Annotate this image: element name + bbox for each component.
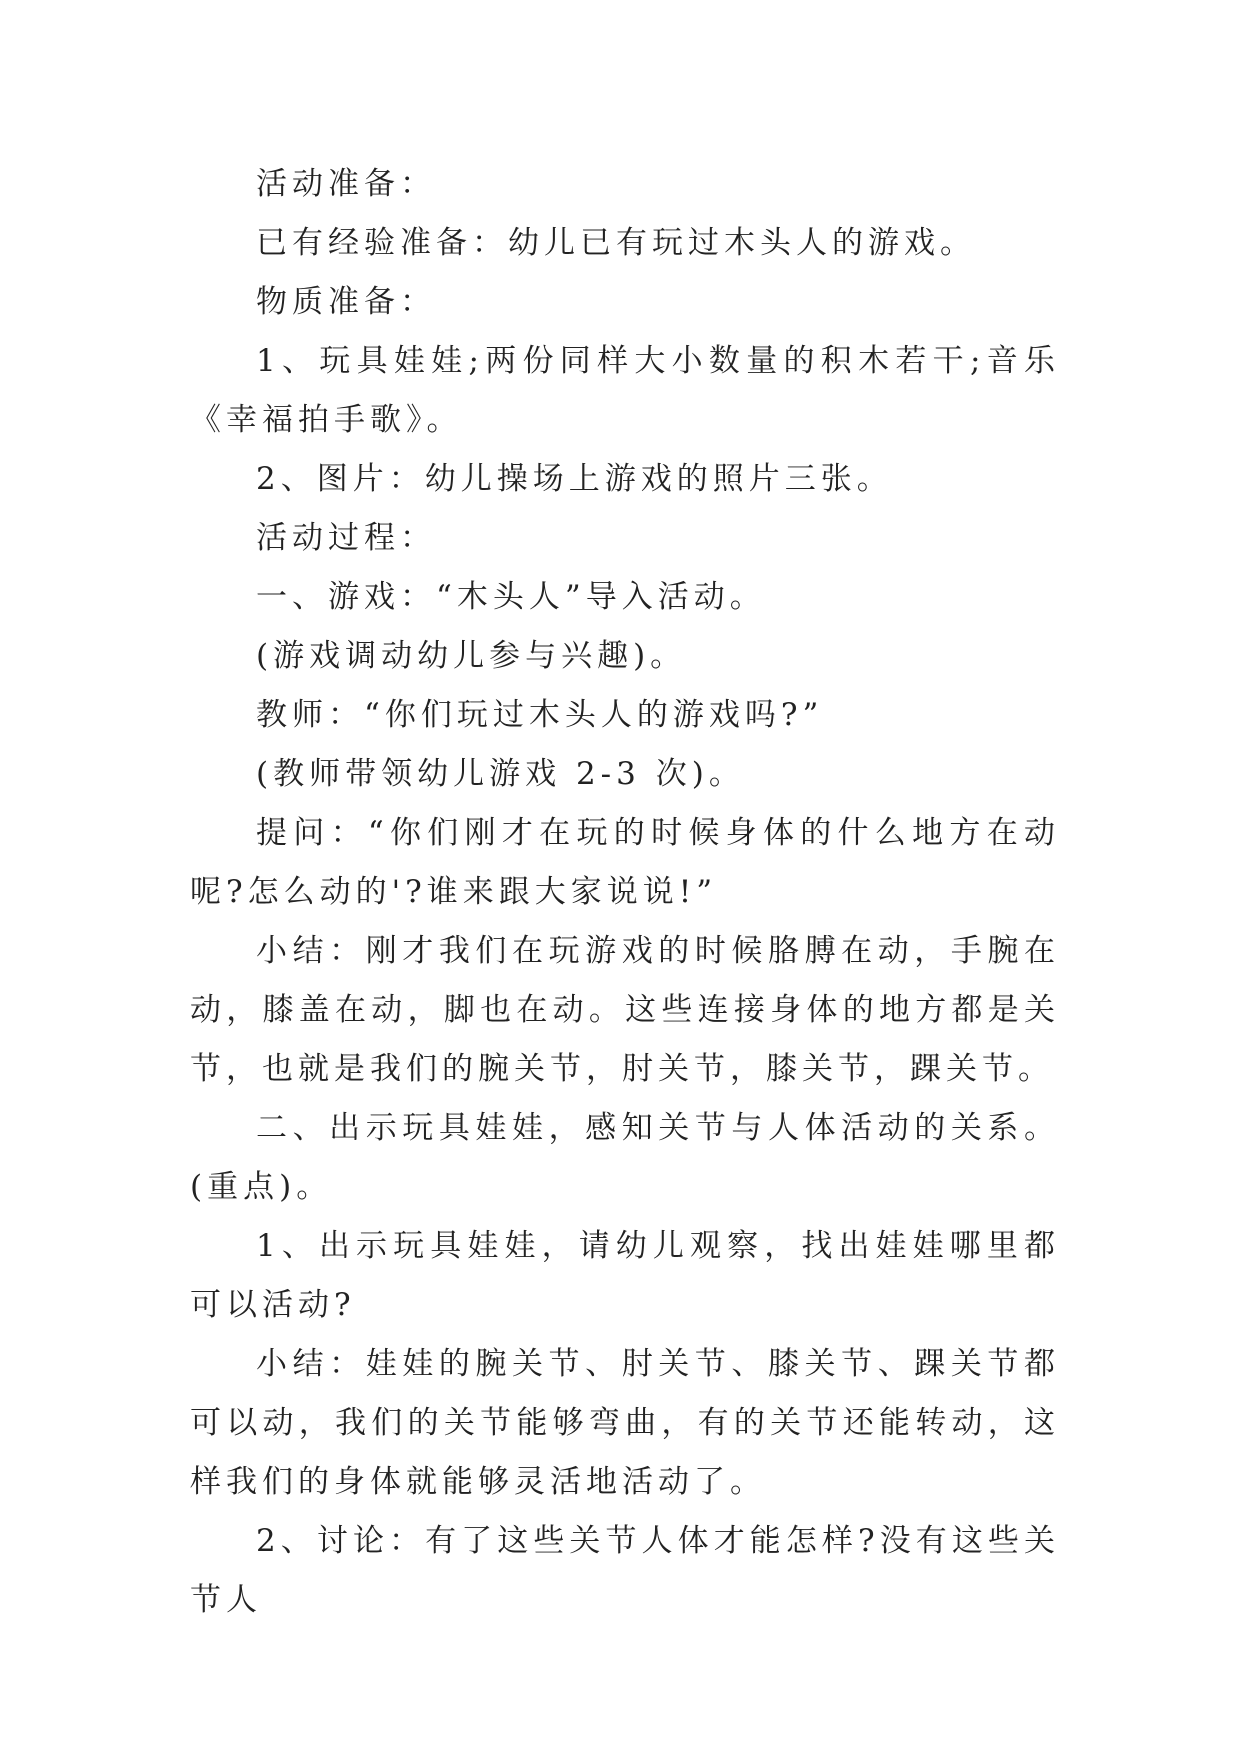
paragraph-material-item-2: 2、图片：幼儿操场上游戏的照片三张。 (256, 461, 893, 497)
paragraph-step-2-item-2: 2、讨论：有了这些关节人体才能怎样?没有这些关节人 (190, 1523, 1060, 1618)
paragraph-summary-1: 小结：刚才我们在玩游戏的时候胳膊在动，手腕在动，膝盖在动，脚也在动。这些连接身体的地方都是关节，也就是我们的腕关节，肘关节，膝关节，踝关节。 (190, 933, 1060, 1087)
paragraph-step-2-item-1: 1、出示玩具娃娃，请幼儿观察，找出娃娃哪里都可以活动? (190, 1228, 1060, 1323)
paragraph-step-2-heading: 二、出示玩具娃娃，感知关节与人体活动的关系。(重点)。 (190, 1110, 1060, 1205)
paragraph-teacher-question: 教师：“你们玩过木头人的游戏吗?” (256, 697, 824, 733)
paragraph-material-item-1: 1、玩具娃娃;两份同样大小数量的积木若干;音乐《幸福拍手歌》。 (190, 343, 1060, 438)
paragraph-activity-process-heading: 活动过程： (256, 520, 436, 556)
paragraph-experience-prep: 已有经验准备：幼儿已有玩过木头人的游戏。 (256, 225, 976, 261)
paragraph-step-1-heading: 一、游戏：“木头人”导入活动。 (256, 579, 766, 615)
paragraph-step-1-note: (游戏调动幼儿参与兴趣)。 (256, 638, 687, 674)
paragraph-summary-2: 小结：娃娃的腕关节、肘关节、膝关节、踝关节都可以动，我们的关节能够弯曲，有的关节还能转动，这样我们的身体就能够灵活地活动了。 (190, 1346, 1060, 1500)
paragraph-material-prep-heading: 物质准备： (256, 284, 436, 320)
paragraph-activity-prep-heading: 活动准备： (256, 166, 436, 202)
paragraph-ask: 提问：“你们刚才在玩的时候身体的什么地方在动呢?怎么动的'?谁来跟大家说说!” (190, 815, 1060, 910)
paragraph-teacher-lead: (教师带领幼儿游戏 2-3 次)。 (256, 756, 745, 792)
document-body (190, 155, 1060, 1630)
